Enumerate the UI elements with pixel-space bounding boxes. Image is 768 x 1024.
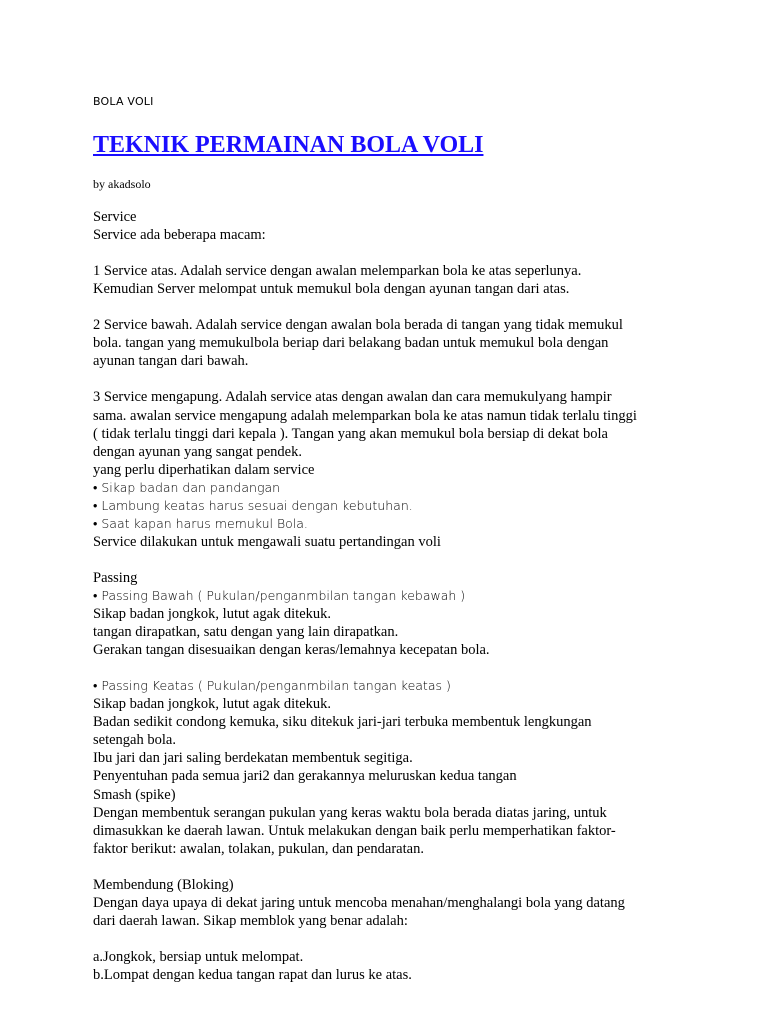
body-line: sama. awalan service mengapung adalah melemparkan bola ke atas namun tidak terlalu tinggi (93, 407, 637, 424)
body-line: Badan sedikit condong kemuka, siku ditekuk jari-jari terbuka membentuk lengkungan (93, 714, 592, 731)
body-line: Smash (spike) (93, 786, 176, 803)
body-line: Service (93, 209, 137, 225)
body-line: Passing (93, 569, 138, 586)
body-line: 3 Service mengapung. Adalah service atas dengan awalan dan cara memukulyang hampir (93, 389, 612, 406)
document-byline: by akadsolo (93, 177, 151, 191)
body-line: • Lambung keatas harus sesuai dengan kebutuhan. (93, 497, 413, 513)
body-line: dimasukkan ke daerah lawan. Untuk melakukan dengan baik perlu memperhatikan faktor- (93, 822, 616, 839)
body-line: b.Lompat dengan kedua tangan rapat dan lurus ke atas. (93, 966, 412, 983)
body-line: dengan ayunan yang sangat pendek. (93, 443, 302, 460)
blank-line (93, 244, 693, 262)
blank-line (93, 659, 693, 677)
body-line: a.Jongkok, bersiap untuk melompat. (93, 948, 304, 965)
body-line: yang perlu diperhatikan dalam service (93, 461, 315, 478)
body-line: • Passing Keatas ( Pukulan/penganmbilan tangan keatas ) (93, 678, 451, 694)
document-title-link[interactable]: TEKNIK PERMAINAN BOLA VOLI (93, 132, 484, 158)
body-line: Service ada beberapa macam: (93, 227, 266, 244)
body-line: Dengan membentuk serangan pukulan yang keras waktu bola berada diatas jaring, untuk (93, 804, 607, 821)
body-line: ayunan tangan dari bawah. (93, 353, 249, 370)
body-line: Service dilakukan untuk mengawali suatu pertandingan voli (93, 533, 441, 550)
blank-line (93, 370, 693, 388)
body-line: • Sikap badan dan pandangan (93, 479, 281, 495)
body-line: Dengan daya upaya di dekat jaring untuk mencoba menahan/menghalangi bola yang datang (93, 894, 625, 911)
body-line: • Passing Bawah ( Pukulan/penganmbilan tangan kebawah ) (93, 587, 466, 603)
body-line: setengah bola. (93, 732, 176, 749)
body-line: Membendung (Bloking) (93, 876, 234, 893)
body-line: ( tidak terlalu tinggi dari kepala ). Tangan yang akan memukul bola bersiap di dekat bola (93, 425, 608, 442)
blank-line (93, 930, 693, 948)
document-body (93, 208, 693, 984)
body-line: Gerakan tangan disesuaikan dengan keras/lemahnya kecepatan bola. (93, 642, 490, 659)
body-line: Ibu jari dan jari saling berdekatan membentuk segitiga. (93, 750, 413, 767)
body-line: Penyentuhan pada semua jari2 dan gerakannya meluruskan kedua tangan (93, 768, 517, 785)
blank-line (93, 858, 693, 876)
body-line: bola. tangan yang memukulbola beriap dari belakang badan untuk memukul bola dengan (93, 335, 609, 352)
body-line: Kemudian Server melompat untuk memukul bola dengan ayunan tangan dari atas. (93, 281, 570, 298)
body-line: tangan dirapatkan, satu dengan yang lain dirapatkan. (93, 624, 399, 641)
body-line: Sikap badan jongkok, lutut agak ditekuk. (93, 606, 332, 623)
body-line: 1 Service atas. Adalah service dengan awalan melemparkan bola ke atas seperlunya. (93, 263, 582, 280)
document-header-label: BOLA VOLI (93, 95, 154, 108)
body-line: dari daerah lawan. Sikap memblok yang benar adalah: (93, 912, 408, 929)
body-line: • Saat kapan harus memukul Bola. (93, 515, 308, 531)
body-line: 2 Service bawah. Adalah service dengan awalan bola berada di tangan yang tidak memukul (93, 317, 623, 334)
blank-line (93, 298, 693, 316)
body-line: Sikap badan jongkok, lutut agak ditekuk. (93, 696, 332, 713)
blank-line (93, 551, 693, 569)
body-line: faktor berikut: awalan, tolakan, pukulan, dan pendaratan. (93, 840, 424, 857)
